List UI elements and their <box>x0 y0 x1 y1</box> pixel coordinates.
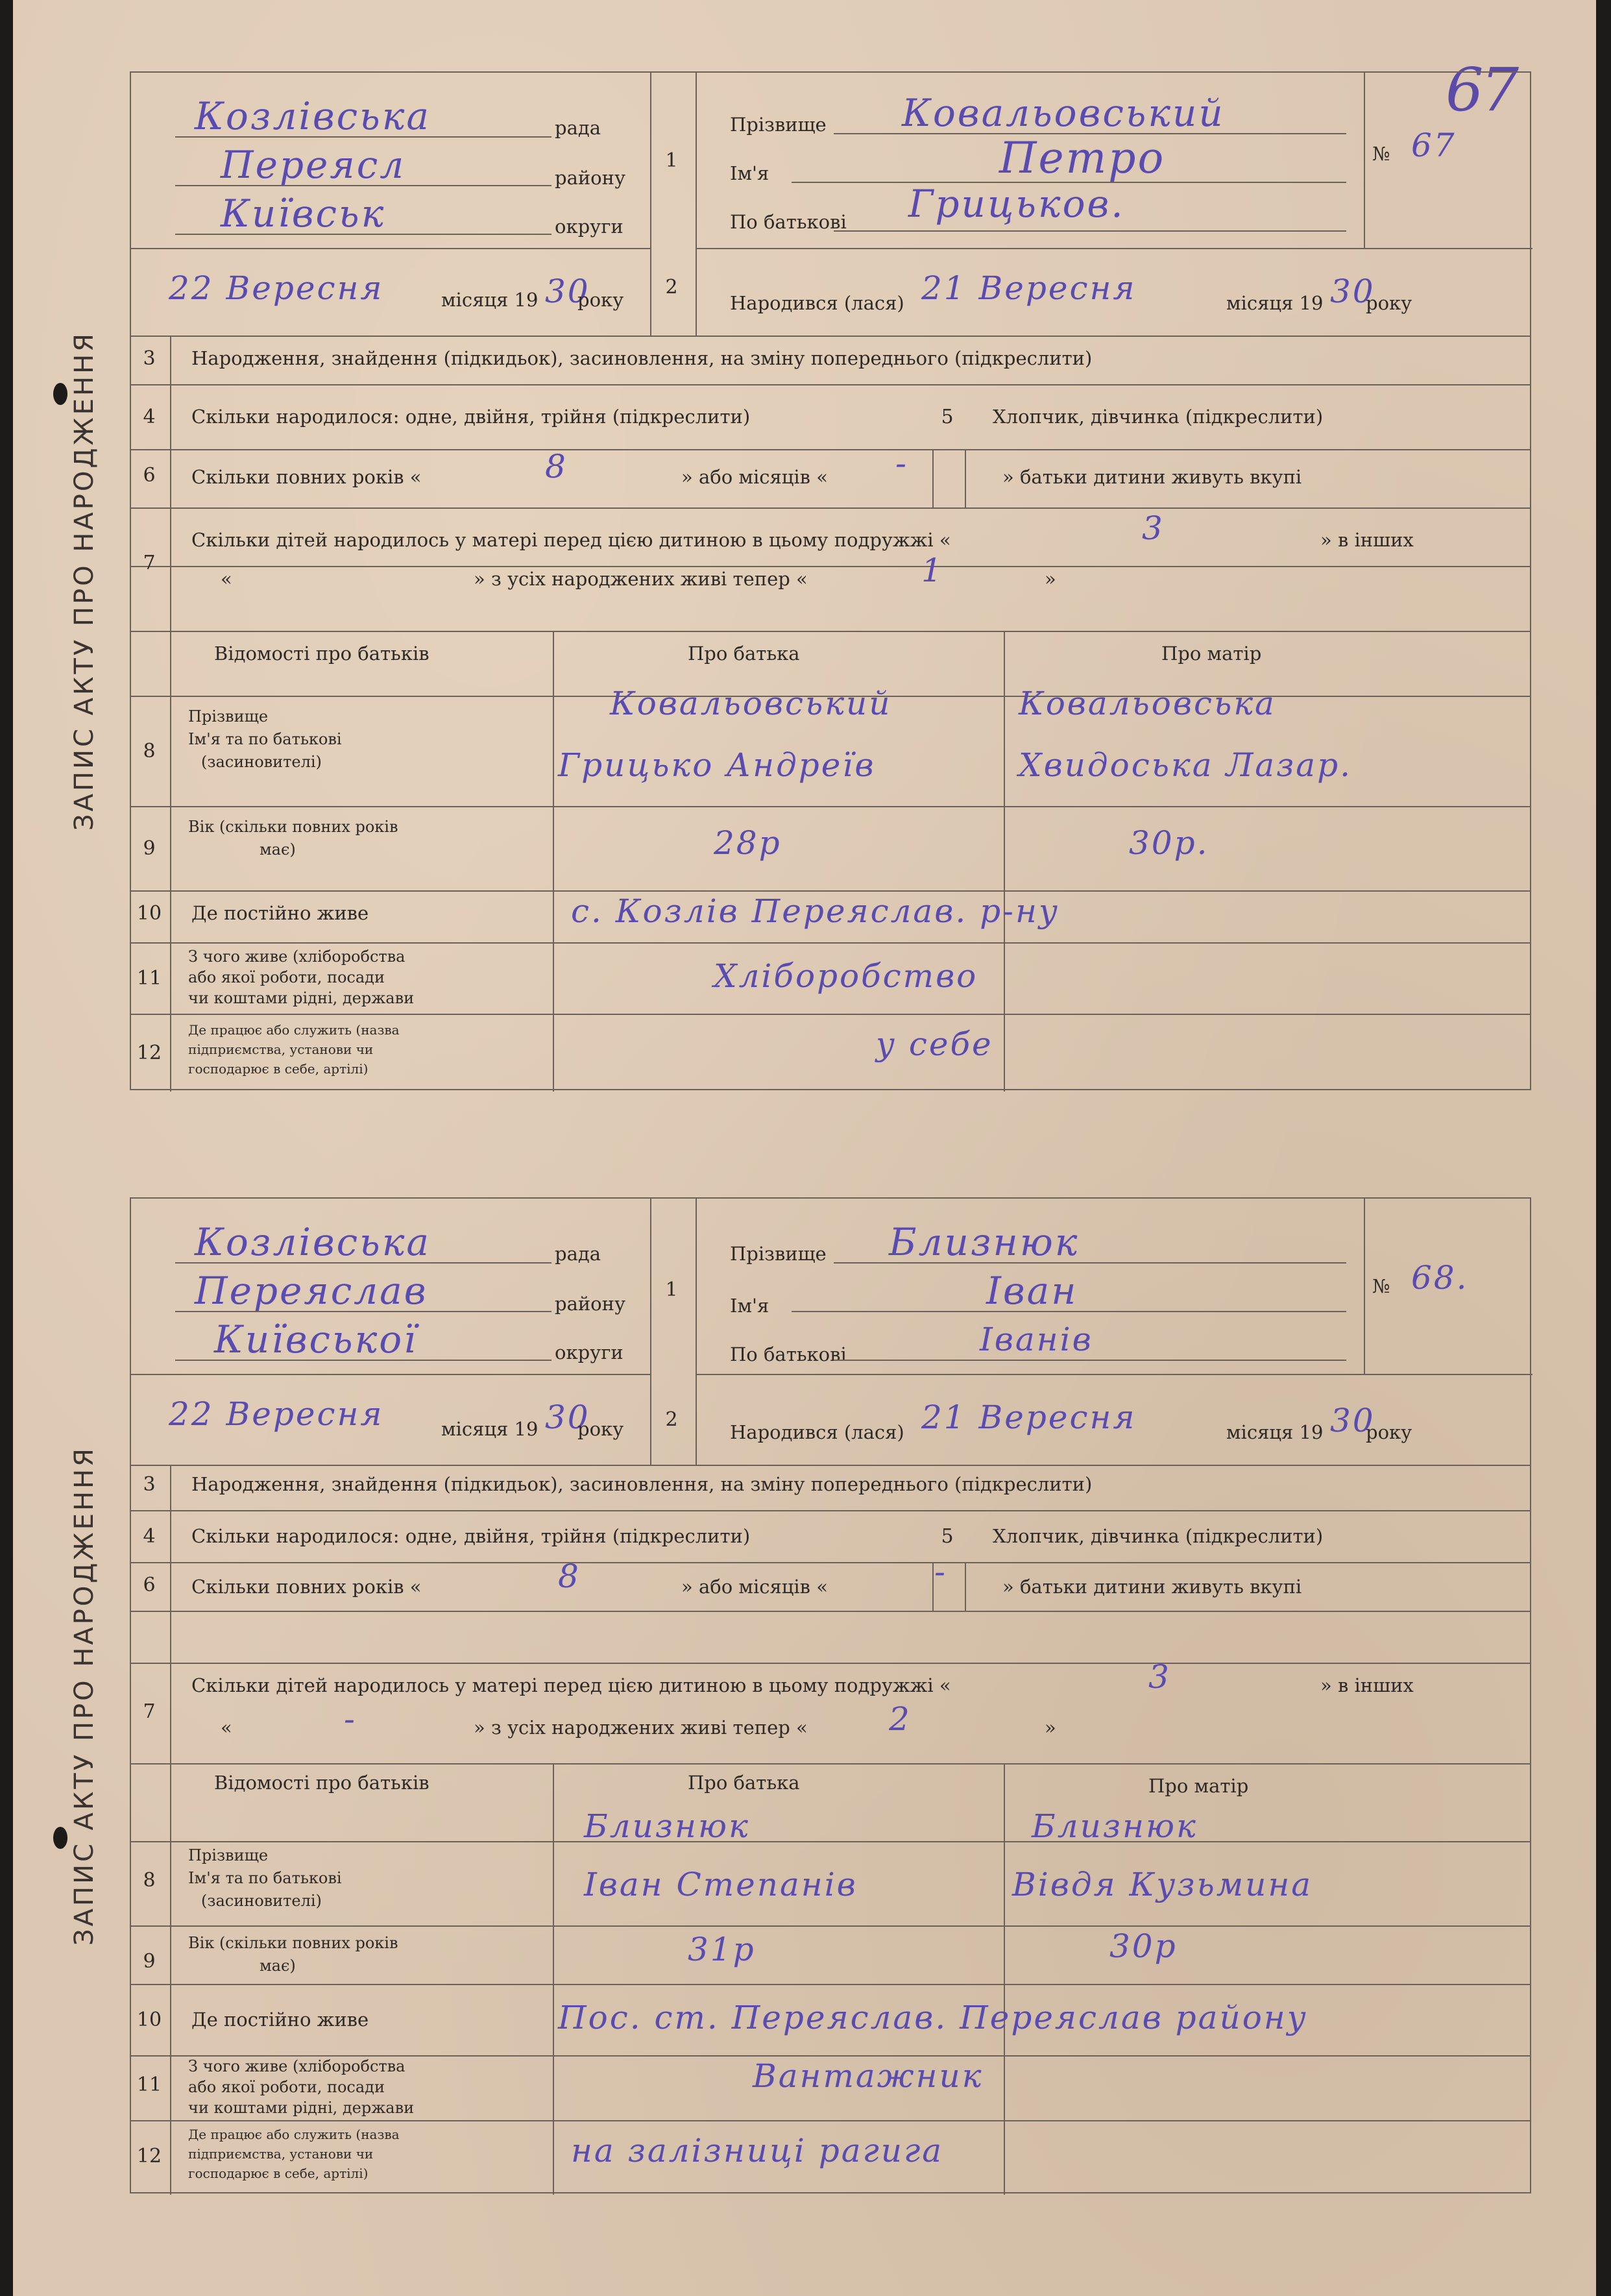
year-label: року <box>577 289 624 311</box>
okruha-label: округи <box>555 1341 624 1363</box>
father-name: Іван Степанів <box>584 1866 858 1903</box>
name-label: Ім'я <box>730 1295 769 1317</box>
row3-label: Народження, знайдення (підкидьок), засиновлення, на зміну попереднього (підкреслити) <box>191 1473 1093 1495</box>
row9-label: Вік (скільки повних років <box>188 818 398 836</box>
row-number: 6 <box>143 1574 156 1596</box>
mother-name: Хвидоська Лазар. <box>1019 746 1352 784</box>
child-patronymic: Грицьков. <box>908 182 1125 226</box>
form-title: ЗАПИС АКТУ ПРО НАРОДЖЕННЯ <box>69 1445 100 1946</box>
months-together: - <box>895 445 908 482</box>
row-number: 12 <box>136 1042 162 1064</box>
row6-label-c: » батьки дитини живуть вкупі <box>1002 1576 1302 1598</box>
children-before: 3 <box>1148 1658 1171 1696</box>
row7-label-c: « <box>221 1716 232 1739</box>
birth-year: 30 <box>1330 1402 1375 1439</box>
father-surname: Ковальовський <box>610 685 892 722</box>
row11-label: або якої роботи, посади <box>188 968 385 986</box>
father-header: Про батька <box>688 1772 800 1794</box>
row11-label: або якої роботи, посади <box>188 2078 385 2096</box>
rayon-label: району <box>555 167 626 189</box>
registration-year: 30 <box>545 273 590 310</box>
rada-value: Козлівська <box>195 1220 431 1264</box>
mother-age: 30р. <box>1129 824 1209 862</box>
row-number: 7 <box>143 552 156 574</box>
row12-label: підприємства, установи чи <box>188 2146 374 2162</box>
row5-label: Хлопчик, дівчинка (підкреслити) <box>993 1525 1324 1547</box>
mother-age: 30р <box>1109 1927 1178 1965</box>
row-number: 9 <box>143 837 156 860</box>
row4-label: Скільки народилося: одне, двійня, трійня (підкреслити) <box>191 1525 751 1547</box>
row7-label-e: » <box>1045 1716 1056 1739</box>
workplace: на залізниці рагига <box>571 2132 944 2169</box>
document-sheet <box>13 0 1596 2296</box>
rayon-value: Переяслав <box>195 1269 428 1313</box>
row10-label: Де постійно живе <box>191 2009 369 2031</box>
child-surname: Ковальовський <box>902 91 1225 135</box>
birth-year-label: року <box>1366 292 1412 314</box>
children-alive: 2 <box>889 1700 912 1738</box>
row11-label: чи коштами рідні, держави <box>188 2099 415 2117</box>
mother-name: Вівдя Кузьмина <box>1012 1866 1313 1903</box>
birth-day: 21 Вересня <box>921 1398 1137 1436</box>
row-number: 8 <box>143 740 156 763</box>
row-number: 5 <box>941 406 954 428</box>
row6-label-a: Скільки повних років « <box>191 1576 422 1598</box>
rayon-label: району <box>555 1293 626 1315</box>
form-title: ЗАПИС АКТУ ПРО НАРОДЖЕННЯ <box>69 331 100 831</box>
birth-year-label: року <box>1366 1421 1412 1443</box>
row7-label-c: « <box>221 568 232 590</box>
workplace: у себе <box>876 1025 993 1063</box>
row12-label: Де працює або служить (назва <box>188 1022 400 1038</box>
record-number: 68. <box>1411 1259 1469 1297</box>
row11-label: З чого живе (хліборобства <box>188 947 406 966</box>
row6-label-c: » батьки дитини живуть вкупі <box>1002 466 1302 488</box>
surname-label: Прізвище <box>730 114 827 136</box>
residence: с. Козлів Переяслав. р-ну <box>571 892 1060 930</box>
row10-label: Де постійно живе <box>191 902 369 924</box>
okruha-value: Київської <box>214 1317 418 1362</box>
row4-label: Скільки народилося: одне, двійня, трійня (підкреслити) <box>191 406 751 428</box>
children-before: 3 <box>1142 509 1165 547</box>
row6-label-b: » або місяців « <box>681 1576 828 1598</box>
row9-label: має) <box>260 1957 296 1975</box>
row-number: 3 <box>143 1473 156 1496</box>
months-together: - <box>934 1553 947 1591</box>
row-number: 10 <box>136 2009 162 2031</box>
row-number: 10 <box>136 902 162 925</box>
row8-label: (засиновителі) <box>201 753 322 771</box>
mother-header: Про матір <box>1161 642 1262 665</box>
row7-label-a: Скільки дітей народилось у матері перед цією дитиною в цьому подружжі « <box>191 529 951 551</box>
born-label: Народився (лася) <box>730 1421 904 1443</box>
livelihood: Хліборобство <box>714 957 978 995</box>
father-age: 28р <box>714 824 782 862</box>
row-number: 5 <box>941 1525 954 1548</box>
row7-label-e: » <box>1045 568 1056 590</box>
row-number: 9 <box>143 1950 156 1973</box>
birth-month-label: місяця 19 <box>1226 1421 1324 1443</box>
row-number: 8 <box>143 1869 156 1892</box>
row-number: 7 <box>143 1700 156 1723</box>
children-other: - <box>344 1700 357 1738</box>
row8-label: Ім'я та по батькові <box>188 1869 342 1887</box>
row-number: 2 <box>665 276 678 299</box>
record-number: 67 <box>1411 127 1457 164</box>
years-together: 8 <box>558 1557 581 1595</box>
mother-header: Про матір <box>1148 1775 1249 1797</box>
row-number: 4 <box>143 406 156 428</box>
patronymic-label: По батькові <box>730 211 847 233</box>
row8-label: Прізвище <box>188 707 269 726</box>
child-name: Петро <box>999 133 1166 183</box>
rada-label: рада <box>555 1243 601 1265</box>
patronymic-label: По батькові <box>730 1343 847 1365</box>
row8-label: Ім'я та по батькові <box>188 730 342 748</box>
row9-label: має) <box>260 840 296 859</box>
row11-label: чи коштами рідні, держави <box>188 989 415 1007</box>
month-label: місяця 19 <box>441 289 539 311</box>
row-number: 12 <box>136 2145 162 2168</box>
page-number: 67 <box>1446 55 1517 125</box>
year-label: року <box>577 1418 624 1440</box>
row12-label: господарює в себе, артілі) <box>188 1061 369 1077</box>
okruha-label: округи <box>555 215 624 238</box>
mother-surname: Близнюк <box>1032 1807 1198 1845</box>
row-number: 1 <box>665 1278 678 1301</box>
birth-year: 30 <box>1330 273 1375 310</box>
livelihood: Вантажник <box>753 2057 984 2095</box>
row12-label: Де працює або служить (назва <box>188 2127 400 2142</box>
row12-label: господарює в себе, артілі) <box>188 2166 369 2181</box>
years-together: 8 <box>545 448 568 485</box>
row6-label-a: Скільки повних років « <box>191 466 422 488</box>
row8-label: Прізвище <box>188 1846 269 1864</box>
row7-label-b: » в інших <box>1320 1674 1414 1696</box>
parents-info-header: Відомості про батьків <box>214 1772 430 1794</box>
number-label: № <box>1372 1275 1390 1297</box>
born-label: Народився (лася) <box>730 292 904 314</box>
row12-label: підприємства, установи чи <box>188 1042 374 1057</box>
row5-label: Хлопчик, дівчинка (підкреслити) <box>993 406 1324 428</box>
father-age: 31р <box>688 1931 756 1968</box>
child-patronymic: Іванів <box>980 1321 1093 1358</box>
rada-value: Козлівська <box>195 94 431 138</box>
rada-label: рада <box>555 117 601 139</box>
row-number: 11 <box>136 2073 162 2096</box>
child-name: Іван <box>986 1269 1078 1313</box>
father-name: Грицько Андреїв <box>558 746 876 784</box>
number-label: № <box>1372 143 1390 165</box>
registration-day: 22 Вересня <box>169 1395 384 1433</box>
row6-label-b: » або місяців « <box>681 466 828 488</box>
row-number: 2 <box>665 1408 678 1431</box>
row-number: 6 <box>143 464 156 487</box>
father-surname: Близнюк <box>584 1807 750 1845</box>
row-number: 3 <box>143 347 156 370</box>
residence: Пос. ст. Переяслав. Переяслав району <box>558 1999 1308 2036</box>
row7-label-a: Скільки дітей народилось у матері перед цією дитиною в цьому подружжі « <box>191 1674 951 1696</box>
birth-record-67 <box>69 71 1531 1090</box>
row3-label: Народження, знайдення (підкидьок), засиновлення, на зміну попереднього (підкреслити) <box>191 347 1093 369</box>
row7-label-b: » в інших <box>1320 529 1414 551</box>
row-number: 1 <box>665 149 678 172</box>
rayon-value: Переясл <box>221 143 406 187</box>
child-surname: Близнюк <box>889 1220 1080 1264</box>
name-label: Ім'я <box>730 162 769 184</box>
row-number: 11 <box>136 967 162 990</box>
row9-label: Вік (скільки повних років <box>188 1934 398 1952</box>
birth-record-68 <box>69 1197 1531 2193</box>
surname-label: Прізвище <box>730 1243 827 1265</box>
registration-year: 30 <box>545 1398 590 1436</box>
month-label: місяця 19 <box>441 1418 539 1440</box>
father-header: Про батька <box>688 642 800 665</box>
row8-label: (засиновителі) <box>201 1892 322 1910</box>
row7-label-d: » з усіх народжених живі тепер « <box>474 568 808 590</box>
children-alive: 1 <box>921 552 944 589</box>
row7-label-d: » з усіх народжених живі тепер « <box>474 1716 808 1739</box>
mother-surname: Ковальовська <box>1019 685 1276 722</box>
parents-info-header: Відомості про батьків <box>214 642 430 665</box>
registration-day: 22 Вересня <box>169 269 384 307</box>
birth-month-label: місяця 19 <box>1226 292 1324 314</box>
row-number: 4 <box>143 1525 156 1548</box>
okruha-value: Київськ <box>221 191 386 236</box>
birth-day: 21 Вересня <box>921 269 1137 307</box>
row11-label: З чого живе (хліборобства <box>188 2057 406 2075</box>
